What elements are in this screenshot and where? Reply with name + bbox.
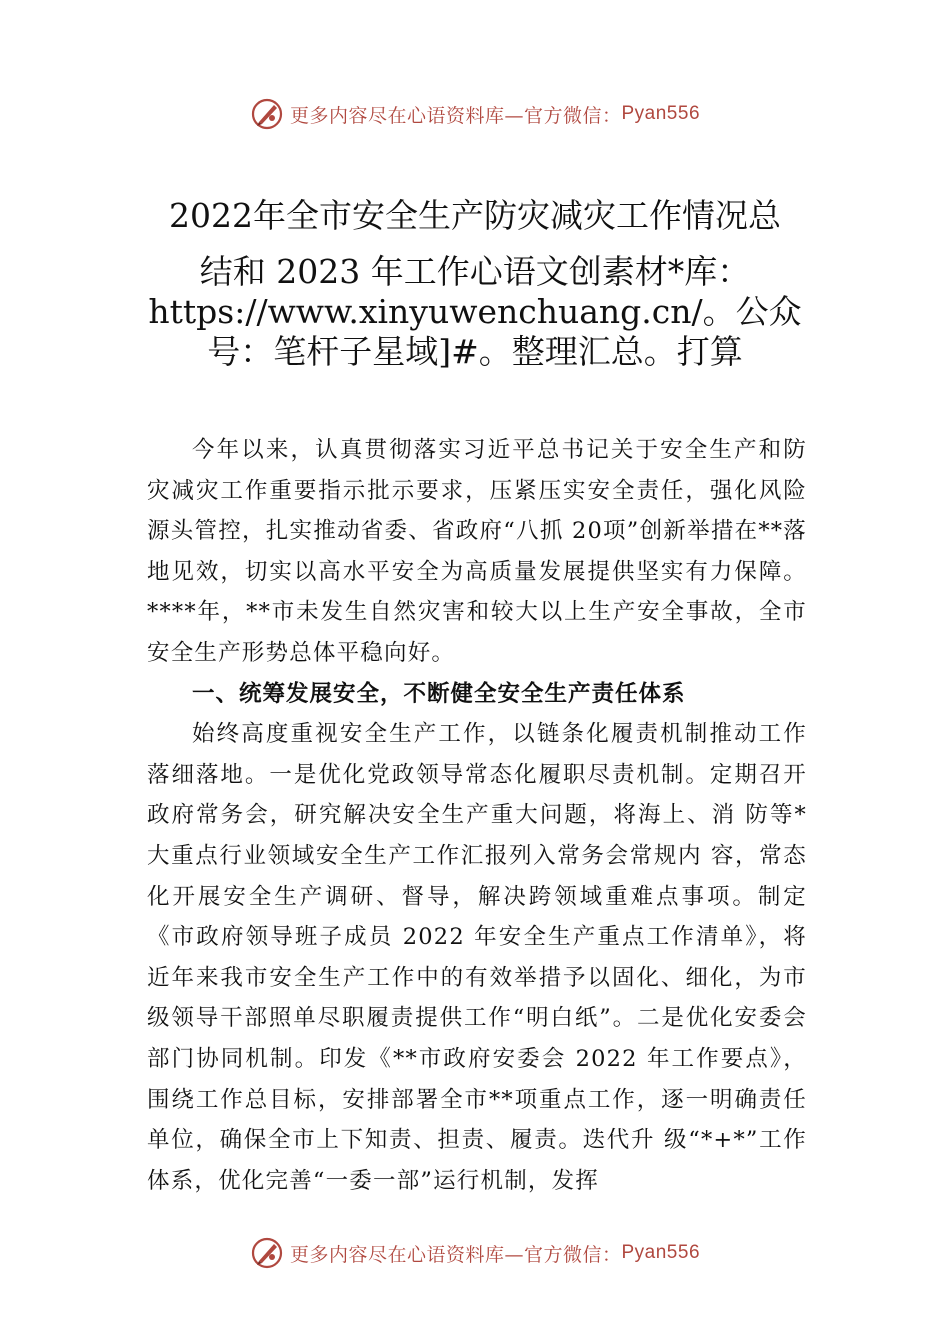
document-title — [120, 190, 830, 372]
watermark-wechat-id: Pyan556 — [621, 1242, 701, 1263]
section-heading-1: 一、统筹发展安全，不断健全安全生产责任体系 — [192, 680, 686, 707]
watermark-wechat-id: Pyan556 — [621, 103, 701, 124]
watermark-banner-bottom — [0, 1233, 950, 1273]
document-body — [147, 430, 807, 1201]
paragraph-section-1: 始终高度重视安全生产工作，以链条化履责机制推动工作落细落地。一是优化党政领导常态化履职尽责机制。定期召开政府常务会，研究解决安全生产重大问题，将海上、消 防等*大重点行业领域安全生产工作汇报列入常务会常规内 容，常态化开展安全生产调研、督导，解决跨领域重难点事项。制定《市政府领导班子成员 2022 年安全生产重点工作清单》，将近年来我市安全生产工作中的有效举措予以固化、细化，为市级领导干部照单尽职履责提供工作“明白纸”。二是优化安委会部门协同机制。印发《**市政府安委会 2022 年工作要点》，围绕工作总目标，安排部署全市**项重点工作，逐一明确责任单位，确保全市上下知责、担责、履责。迭代升 级“*+*”工作体系，优化完善“一委一部”运行机制，发挥 — [147, 721, 807, 1194]
pen-circle-logo-icon — [250, 1236, 284, 1270]
watermark-text: 更多内容尽在心语资料库—官方微信： — [289, 104, 622, 127]
title-line-2: 结和 2023 年工作心语文创素材*库：https://www.xinyuwenchuang.cn/。公众号：笔杆子星域]#。整理汇总。打算 — [148, 252, 802, 371]
pen-circle-logo-icon — [250, 97, 284, 131]
watermark-text: 更多内容尽在心语资料库—官方微信： — [289, 1243, 622, 1266]
watermark-banner-top — [0, 94, 950, 134]
title-line-1: 2022年全市安全生产防灾减灾工作情况总 — [169, 196, 781, 235]
paragraph-intro: 今年以来，认真贯彻落实习近平总书记关于安全生产和防灾减灾工作重要指示批示要求，压紧压实安全责任，强化风险源头管控，扎实推动省委、省政府“八抓 20项”创新举措在**落地见效，切实以高水平安全为高质量发展提供坚实有力保障。****年，**市未发生自然灾害和较大以上生产安全事故，全市安全生产形势总体平稳向好。 — [147, 437, 807, 666]
